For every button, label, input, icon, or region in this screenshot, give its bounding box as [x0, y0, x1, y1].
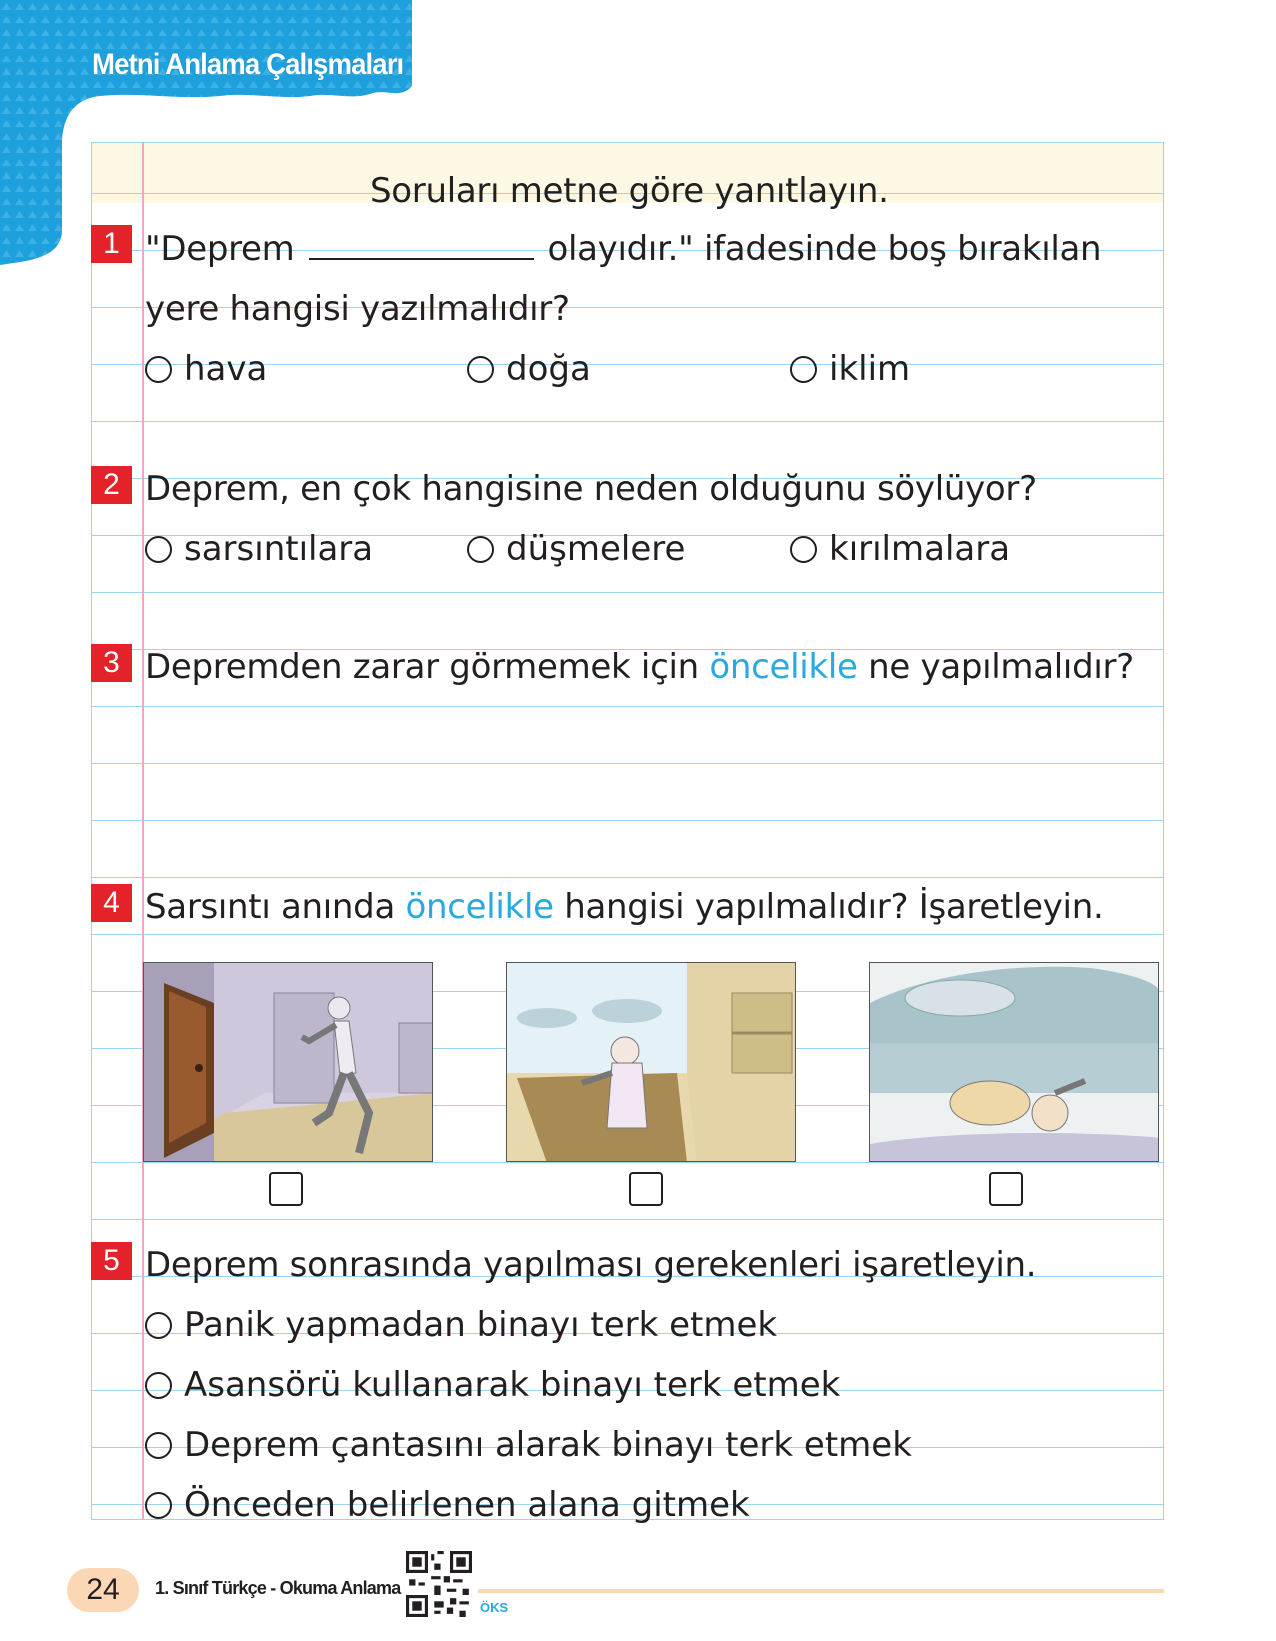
running-man-illustration	[144, 963, 433, 1162]
question-1-text-end: olayıdır." ifadesinde boş bırakılan	[547, 229, 1102, 269]
question-2-text: Deprem, en çok hangisine neden olduğunu söylüyor?	[145, 469, 1037, 509]
question-5-text: Deprem sonrasında yapılması gerekenleri işaretleyin.	[145, 1245, 1037, 1285]
question-4-text-start: Sarsıntı anında	[145, 887, 395, 927]
rule-line	[92, 1219, 1163, 1220]
taking-cover-beside-bed-picture	[869, 962, 1159, 1162]
answer-checkbox-1[interactable]	[269, 1172, 303, 1206]
radio-circle[interactable]	[145, 356, 172, 383]
option-label: doğa	[506, 349, 591, 389]
option-label: sarsıntılara	[184, 529, 374, 569]
option-label: Panik yapmadan binayı terk etmek	[184, 1305, 778, 1345]
answer-checkbox-2[interactable]	[629, 1172, 663, 1206]
radio-circle[interactable]	[790, 356, 817, 383]
option-label: Asansörü kullanarak binayı terk etmek	[184, 1365, 841, 1405]
q2-option-dusmelere[interactable]	[467, 526, 685, 572]
radio-circle[interactable]	[145, 536, 172, 563]
radio-circle[interactable]	[467, 536, 494, 563]
question-3-answer-area[interactable]	[145, 706, 1155, 876]
option-label: iklim	[829, 349, 911, 389]
footer-line	[478, 1589, 1164, 1593]
question-5-badge: 5	[91, 1242, 132, 1280]
question-1-text-start: "Deprem	[145, 229, 295, 269]
rule-line	[92, 421, 1163, 422]
option-label: hava	[184, 349, 268, 389]
q1-option-hava[interactable]	[145, 346, 267, 392]
radio-circle[interactable]	[145, 1432, 172, 1459]
question-3-text	[145, 644, 1134, 690]
radio-circle[interactable]	[790, 536, 817, 563]
brand-label: ÖKS	[480, 1600, 509, 1615]
running-out-door-picture	[143, 962, 433, 1162]
question-2-badge: 2	[91, 466, 132, 504]
q5-option-2[interactable]	[145, 1362, 840, 1408]
q1-option-doga[interactable]	[467, 346, 591, 392]
window-illustration	[507, 963, 796, 1162]
question-4-text	[145, 884, 1103, 930]
qr-code-icon[interactable]	[406, 1551, 472, 1617]
answer-checkbox-3[interactable]	[989, 1172, 1023, 1206]
q2-option-sarsintilara[interactable]	[145, 526, 373, 572]
option-label: düşmelere	[506, 529, 686, 569]
rule-line	[92, 877, 1163, 878]
radio-circle[interactable]	[145, 1312, 172, 1339]
margin-line	[142, 143, 144, 1519]
question-3-text-end: ne yapılmalıdır?	[868, 647, 1134, 687]
section-title: Metni Anlama Çalışmaları	[92, 48, 404, 81]
option-label: kırılmalara	[829, 529, 1011, 569]
highlight-word: öncelikle	[709, 647, 858, 687]
highlight-word: öncelikle	[405, 887, 554, 927]
answer-blank[interactable]	[309, 230, 534, 260]
question-1-text	[145, 226, 1101, 272]
option-label: Deprem çantasını alarak binayı terk etmek	[184, 1425, 912, 1465]
instruction-text: Soruları metne göre yanıtlayın.	[370, 171, 889, 211]
q5-option-1[interactable]	[145, 1302, 777, 1348]
radio-circle[interactable]	[145, 1372, 172, 1399]
q5-option-4[interactable]	[145, 1482, 750, 1528]
option-label: Önceden belirlenen alana gitmek	[184, 1485, 750, 1525]
page-number: 24	[86, 1573, 120, 1606]
rule-line	[92, 592, 1163, 593]
question-1-badge: 1	[91, 225, 132, 263]
q2-option-kirilmalara[interactable]	[790, 526, 1010, 572]
radio-circle[interactable]	[467, 356, 494, 383]
rule-line	[92, 934, 1163, 935]
q5-option-3[interactable]	[145, 1422, 912, 1468]
question-3-text-start: Depremden zarar görmemek için	[145, 647, 699, 687]
question-4-badge: 4	[91, 884, 132, 922]
looking-out-window-picture	[506, 962, 796, 1162]
question-3-badge: 3	[91, 644, 132, 682]
rule-line	[92, 1162, 1163, 1163]
question-1-text-line2: yere hangisi yazılmalıdır?	[145, 289, 570, 329]
book-title: 1. Sınıf Türkçe - Okuma Anlama	[155, 1578, 401, 1598]
bed-cover-illustration	[870, 963, 1159, 1162]
radio-circle[interactable]	[145, 1492, 172, 1519]
question-4-text-end: hangisi yapılmalıdır? İşaretleyin.	[564, 887, 1104, 927]
q1-option-iklim[interactable]	[790, 346, 910, 392]
